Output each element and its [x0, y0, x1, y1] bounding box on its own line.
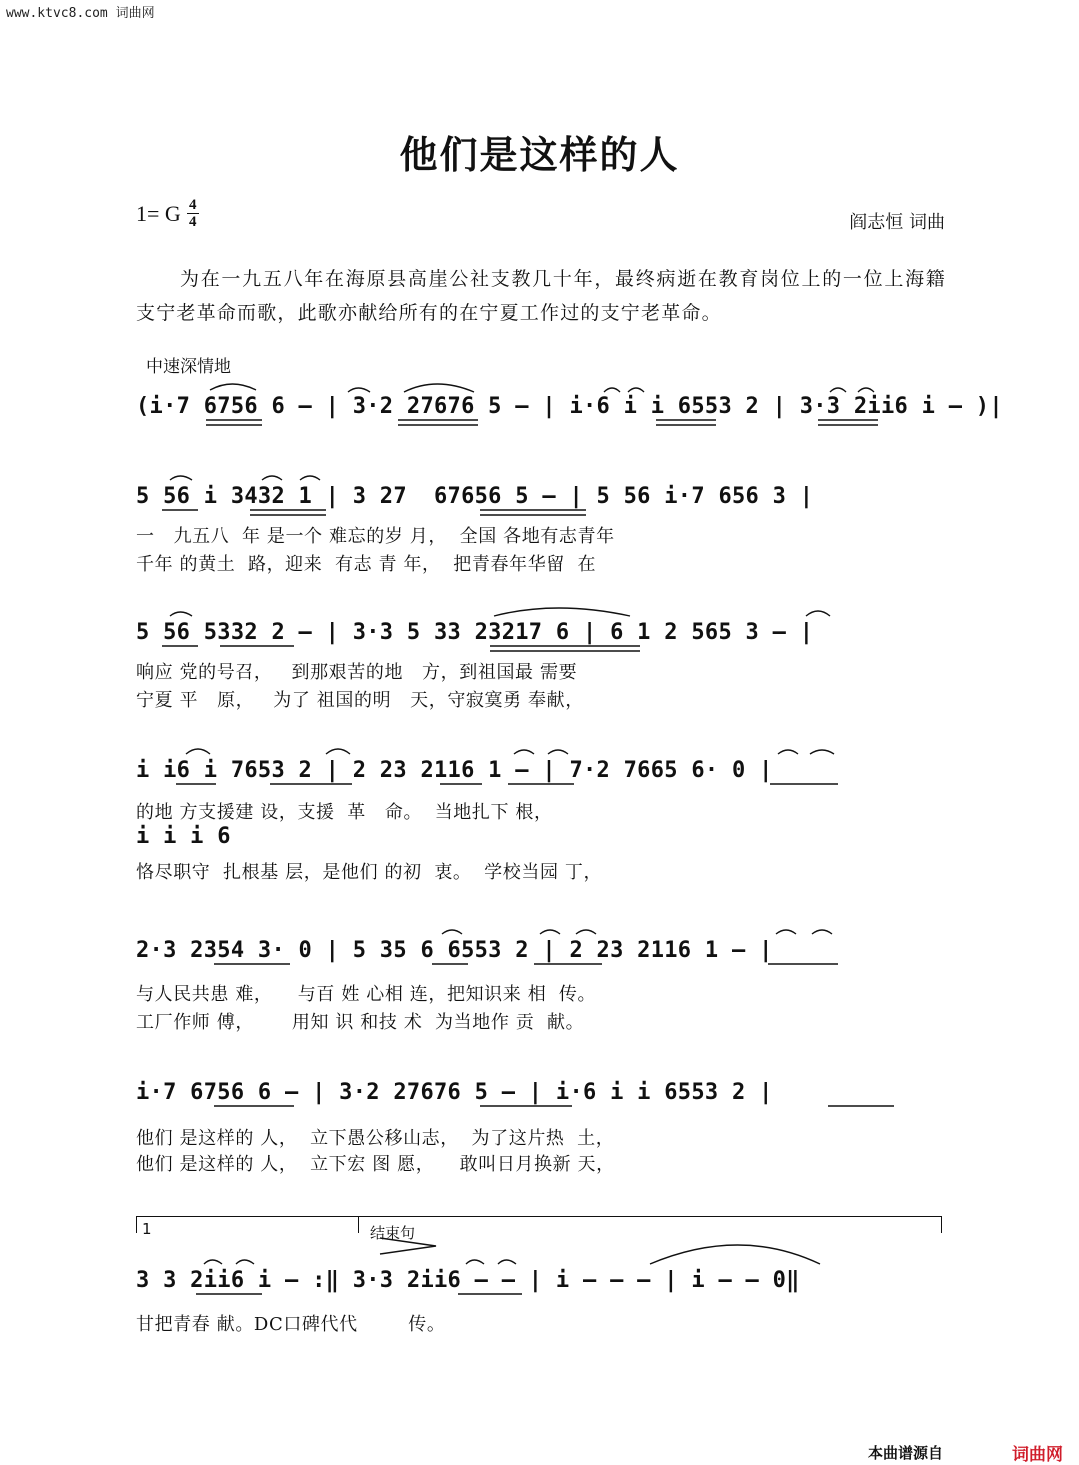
author-credit: 阎志恒 词曲 — [849, 212, 945, 233]
time-signature — [187, 198, 199, 229]
score-row-3-notes: 5 56 5332 2 – | 3·3 5 33 23217 6 | 6 1 2 565 3 – | — [136, 620, 814, 645]
score-row-3-lyric-2: 宁夏 平 原， 为了 祖国的明 天，守寂寞勇 奉献， — [136, 690, 584, 711]
score-row-1-notes: (i·7 6756 6 – | 3·2 27676 5 – | i·6 i i 6553 2 | 3·3 2ii6 i – )| — [136, 394, 1003, 419]
score-row-4-lyric-1: 的地 方支援建 设，支援 革 命。 当地扎下 根， — [136, 802, 553, 823]
score-row-3-lyric-1: 响应 党的号召， 到那艰苦的地 方，到祖国最 需要 — [136, 662, 578, 683]
score-row-6-notes: i·7 6756 6 – | 3·2 27676 5 – | i·6 i i 6553 2 | — [136, 1080, 773, 1105]
score-row-4-notes: i i6 i 7653 2 | 2 23 2116 1 – | 7·2 7665 6· 0 | — [136, 758, 773, 783]
tempo-marking: 中速深情地 — [146, 357, 231, 377]
score-row-6-lyric-1: 他们 是这样的 人， 立下愚公移山志， 为了这片热 土， — [136, 1128, 615, 1149]
score-row-5-lyric-2: 工厂作师 傅， 用知 识 和技 术 为当地作 贡 献。 — [136, 1012, 585, 1033]
score-row-7-notes: 3 3 2ii6 i – :‖ 3·3 2ii6 – – | i – – – | i – – 0‖ — [136, 1268, 800, 1293]
time-top: 4 — [189, 197, 197, 213]
score-row-5-notes: 2·3 2354 3· 0 | 5 35 6 6553 2 | 2 23 2116 1 – | — [136, 938, 773, 963]
ending-label: 结束句 — [370, 1224, 416, 1242]
song-title: 他们是这样的人 — [399, 133, 680, 177]
footer-brand-logo[interactable]: 词曲网 — [1012, 1445, 1063, 1465]
score-row-2-lyric-1: 一 九五八 年 是一个 难忘的岁 月， 全国 各地有志青年 — [136, 526, 615, 547]
score-row-4-alt-notes: i i i 6 — [136, 824, 231, 849]
score-row-7-lyric: 甘把青春 献。DC口碑代代 传。 — [136, 1314, 446, 1335]
score-row-6-lyric-2: 他们 是这样的 人， 立下宏 图 愿， 敢叫日月换新 天， — [136, 1154, 615, 1175]
score-row-4-lyric-2: 恪尽职守 扎根基 层，是他们 的初 衷。 学校当园 丁， — [136, 862, 603, 883]
score-row-5-lyric-1: 与人民共患 难， 与百 姓 心相 连，把知识来 相 传。 — [136, 984, 597, 1005]
intro-paragraph: 为在一九五八年在海原县高崖公社支教几十年，最终病逝在教育岗位上的一位上海籍支宁老革命而歌，此歌亦献给所有的在宁夏工作过的支宁老革命。 — [136, 268, 946, 324]
volta-1-label: 1 — [142, 1220, 152, 1238]
time-bottom: 4 — [189, 214, 197, 230]
score-row-2-lyric-2: 千年 的黄土 路，迎来 有志 青 年， 把青春年华留 在 — [136, 554, 597, 575]
footer-source-label: 本曲谱源自 — [868, 1444, 944, 1462]
site-url[interactable]: www.ktvc8.com 词曲网 — [6, 6, 155, 21]
score-row-2-notes: 5 56 i 3432 1 | 3 27 67656 5 – | 5 56 i·7 656 3 | — [136, 484, 814, 509]
key-signature — [136, 198, 199, 229]
key-label: 1= G — [136, 200, 181, 226]
volta-bracket — [136, 1216, 942, 1233]
